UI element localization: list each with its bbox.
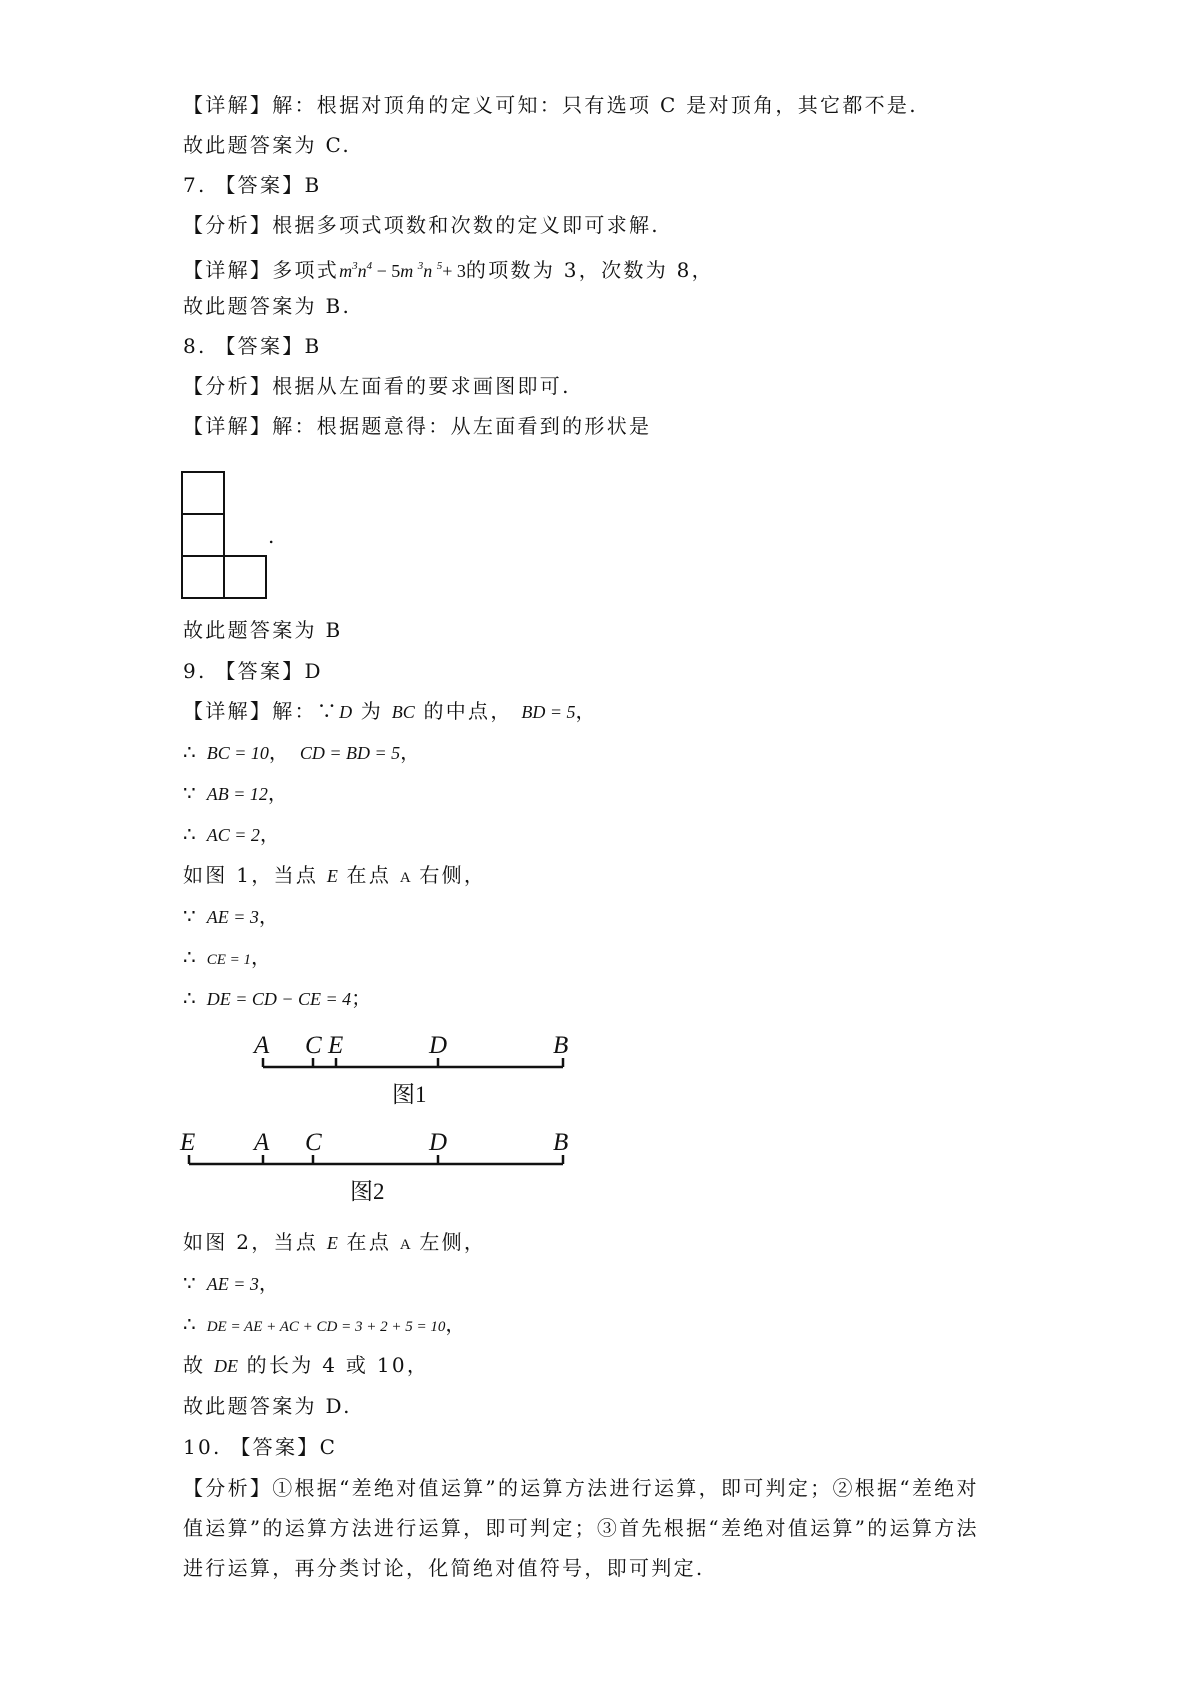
figure-2-caption: 图2 — [350, 1179, 385, 1204]
text-line: 故此题答案为 D. — [183, 1394, 352, 1418]
point-label-E: E — [328, 1032, 344, 1059]
text-line: ∵ AE = 3， — [183, 904, 282, 928]
figure-period: . — [268, 524, 277, 548]
text-line: 故此题答案为 B. — [183, 294, 352, 318]
text-line: ∵ AB = 12， — [183, 781, 291, 805]
question-8-answer: 8. 【答案】B — [183, 334, 322, 358]
text-line: 【分析】①根据“差绝对值运算”的运算方法进行运算，即可判定；②根据“差绝对 — [183, 1476, 979, 1500]
point-label-C: C — [305, 1032, 322, 1059]
text-line: 【详解】解：根据题意得：从左面看到的形状是 — [183, 414, 652, 438]
text-line: ∴ BC = 10， CD = BD = 5， — [183, 740, 423, 764]
text-line: 值运算”的运算方法进行运算，即可判定；③首先根据“差绝对值运算”的运算方法 — [183, 1516, 979, 1540]
text-line: 【详解】解：根据对顶角的定义可知：只有选项 C 是对顶角，其它都不是. — [183, 93, 918, 117]
point-label-D: D — [429, 1129, 448, 1156]
point-label-B: B — [553, 1032, 569, 1059]
point-label-E: E — [180, 1129, 196, 1156]
text-line: 故 DE 的长为 4 或 10， — [183, 1353, 430, 1377]
text-line: 故此题答案为 B — [183, 618, 343, 642]
figure-1-caption: 图1 — [392, 1082, 427, 1107]
text-line: ∴ CE = 1， — [183, 945, 274, 969]
question-10-answer: 10. 【答案】C — [183, 1435, 338, 1459]
text-line: 如图 2，当点 E 在点 A 左侧， — [183, 1230, 487, 1254]
text-line: ∴ DE = CD − CE = 4； — [183, 986, 374, 1010]
text-line: 故此题答案为 C. — [183, 133, 352, 157]
text-line: ∴ AC = 2， — [183, 822, 283, 846]
label: 的项数为 3，次数为 8， — [465, 258, 714, 282]
text-line: 【分析】根据多项式项数和次数的定义即可求解. — [183, 213, 660, 237]
label: 【详解】多项式 — [183, 258, 340, 282]
question-7-answer: 7. 【答案】B — [183, 173, 322, 197]
point-label-A: A — [254, 1129, 270, 1156]
polynomial-expression: $m^3n^4 - 5m$ $^3$n $^5$+ 3 — [339, 260, 466, 281]
point-label-C: C — [305, 1129, 322, 1156]
point-label-D: D — [429, 1032, 448, 1059]
text-line: ∴ DE = AE + AC + CD = 3 + 2 + 5 = 10， — [183, 1312, 468, 1336]
question-9-answer: 9. 【答案】D — [183, 659, 323, 683]
text-line: 如图 1，当点 E 在点 A 右侧， — [183, 863, 487, 887]
point-label-B: B — [553, 1129, 569, 1156]
text-line: ∵ AE = 3， — [183, 1271, 282, 1295]
text-line: 【详解】解：∵D 为 BC 的中点， BD = 5， — [183, 699, 598, 723]
text-line: 【分析】根据从左面看的要求画图即可. — [183, 374, 571, 398]
point-label-A: A — [254, 1032, 270, 1059]
text-line: 进行运算，再分类讨论，化简绝对值符号，即可判定. — [183, 1556, 705, 1580]
